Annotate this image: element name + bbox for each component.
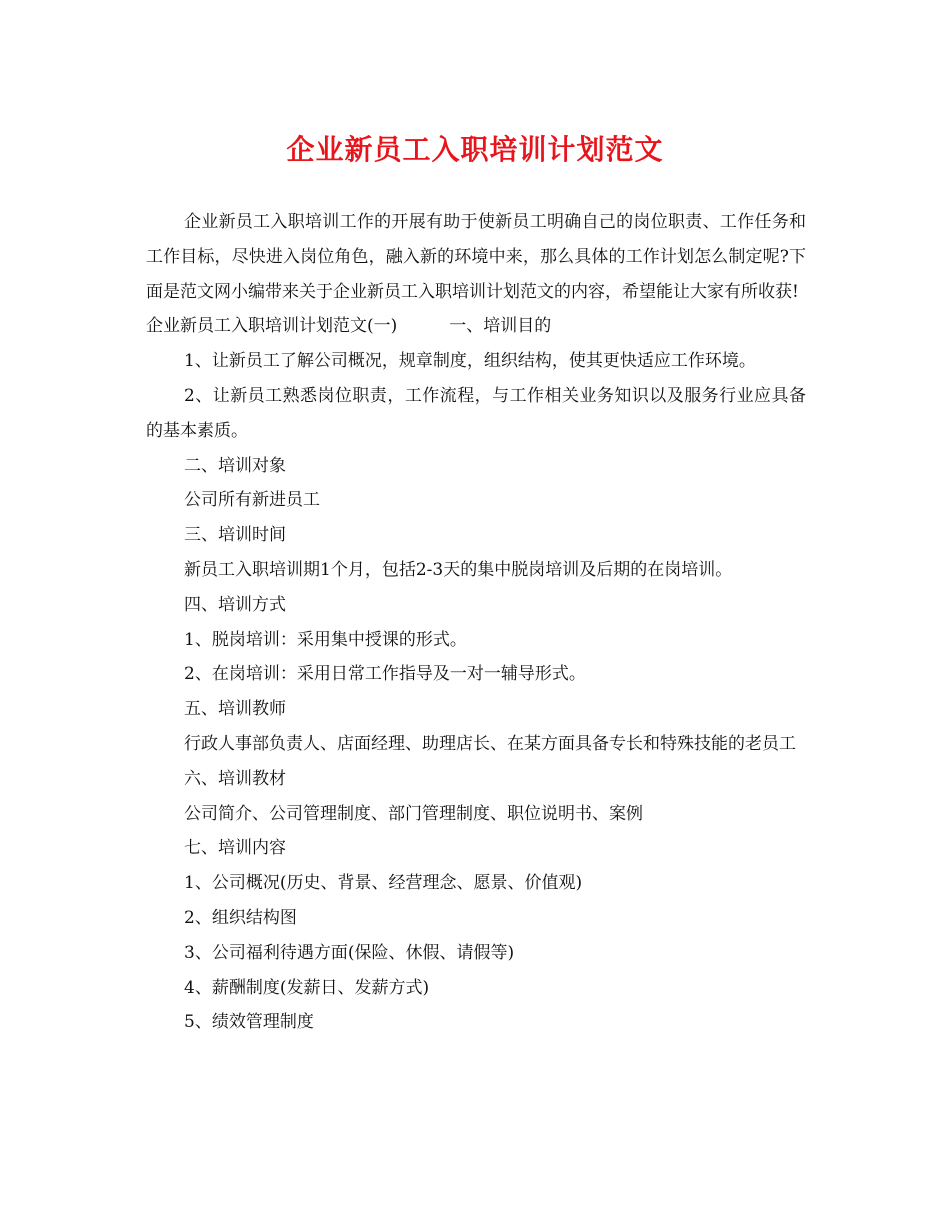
item-heading: 六、培训教材 xyxy=(184,768,286,789)
item-heading: 三、培训时间 xyxy=(184,525,286,546)
paragraph: 1、脱岗培训：采用集中授课的形式。 xyxy=(184,629,467,650)
first-item-heading: 一、培训目的 xyxy=(449,316,552,337)
list-item: 1、公司概况(历史、背景、经营理念、愿景、价值观) xyxy=(184,873,583,894)
item-heading: 二、培训对象 xyxy=(184,455,286,476)
section-heading-line xyxy=(146,309,806,344)
document-title: 企业新员工入职培训计划范文 xyxy=(286,133,664,166)
paragraph: 行政人事部负责人、店面经理、助理店长、在某方面具备专长和特殊技能的老员工 xyxy=(184,733,796,754)
paragraph: 2、让新员工熟悉岗位职责，工作流程，与工作相关业务知识以及服务行业应具备的基本素质。 xyxy=(146,385,806,441)
paragraph: 2、在岗培训：采用日常工作指导及一对一辅导形式。 xyxy=(184,664,586,685)
paragraph: 新员工入职培训期1个月，包括2-3天的集中脱岗培训及后期的在岗培训。 xyxy=(184,559,733,580)
list-item: 5、绩效管理制度 xyxy=(184,1012,314,1033)
intro-paragraph: 企业新员工入职培训工作的开展有助于使新员工明确自己的岗位职责、工作任务和工作目标，尽快进入岗位角色，融入新的环境中来，那么具体的工作计划怎么制定呢?下面是范文网小编带来关于企业新员工入职培训计划范文的内容，希望能让大家有所收获! xyxy=(146,212,806,302)
item-heading: 四、培训方式 xyxy=(184,594,286,615)
list-item: 3、公司福利待遇方面(保险、休假、请假等) xyxy=(184,942,515,963)
paragraph: 1、让新员工了解公司概况，规章制度，组织结构，使其更快适应工作环境。 xyxy=(184,351,756,372)
section-heading: 企业新员工入职培训计划范文(一) xyxy=(146,316,398,337)
item-heading: 七、培训内容 xyxy=(184,838,286,859)
item-heading: 五、培训教师 xyxy=(184,699,286,720)
list-item: 4、薪酬制度(发薪日、发薪方式) xyxy=(184,977,430,998)
list-item: 2、组织结构图 xyxy=(184,907,297,928)
paragraph: 公司所有新进员工 xyxy=(184,490,320,511)
paragraph: 公司简介、公司管理制度、部门管理制度、职位说明书、案例 xyxy=(184,803,643,824)
document-body xyxy=(146,205,806,1040)
